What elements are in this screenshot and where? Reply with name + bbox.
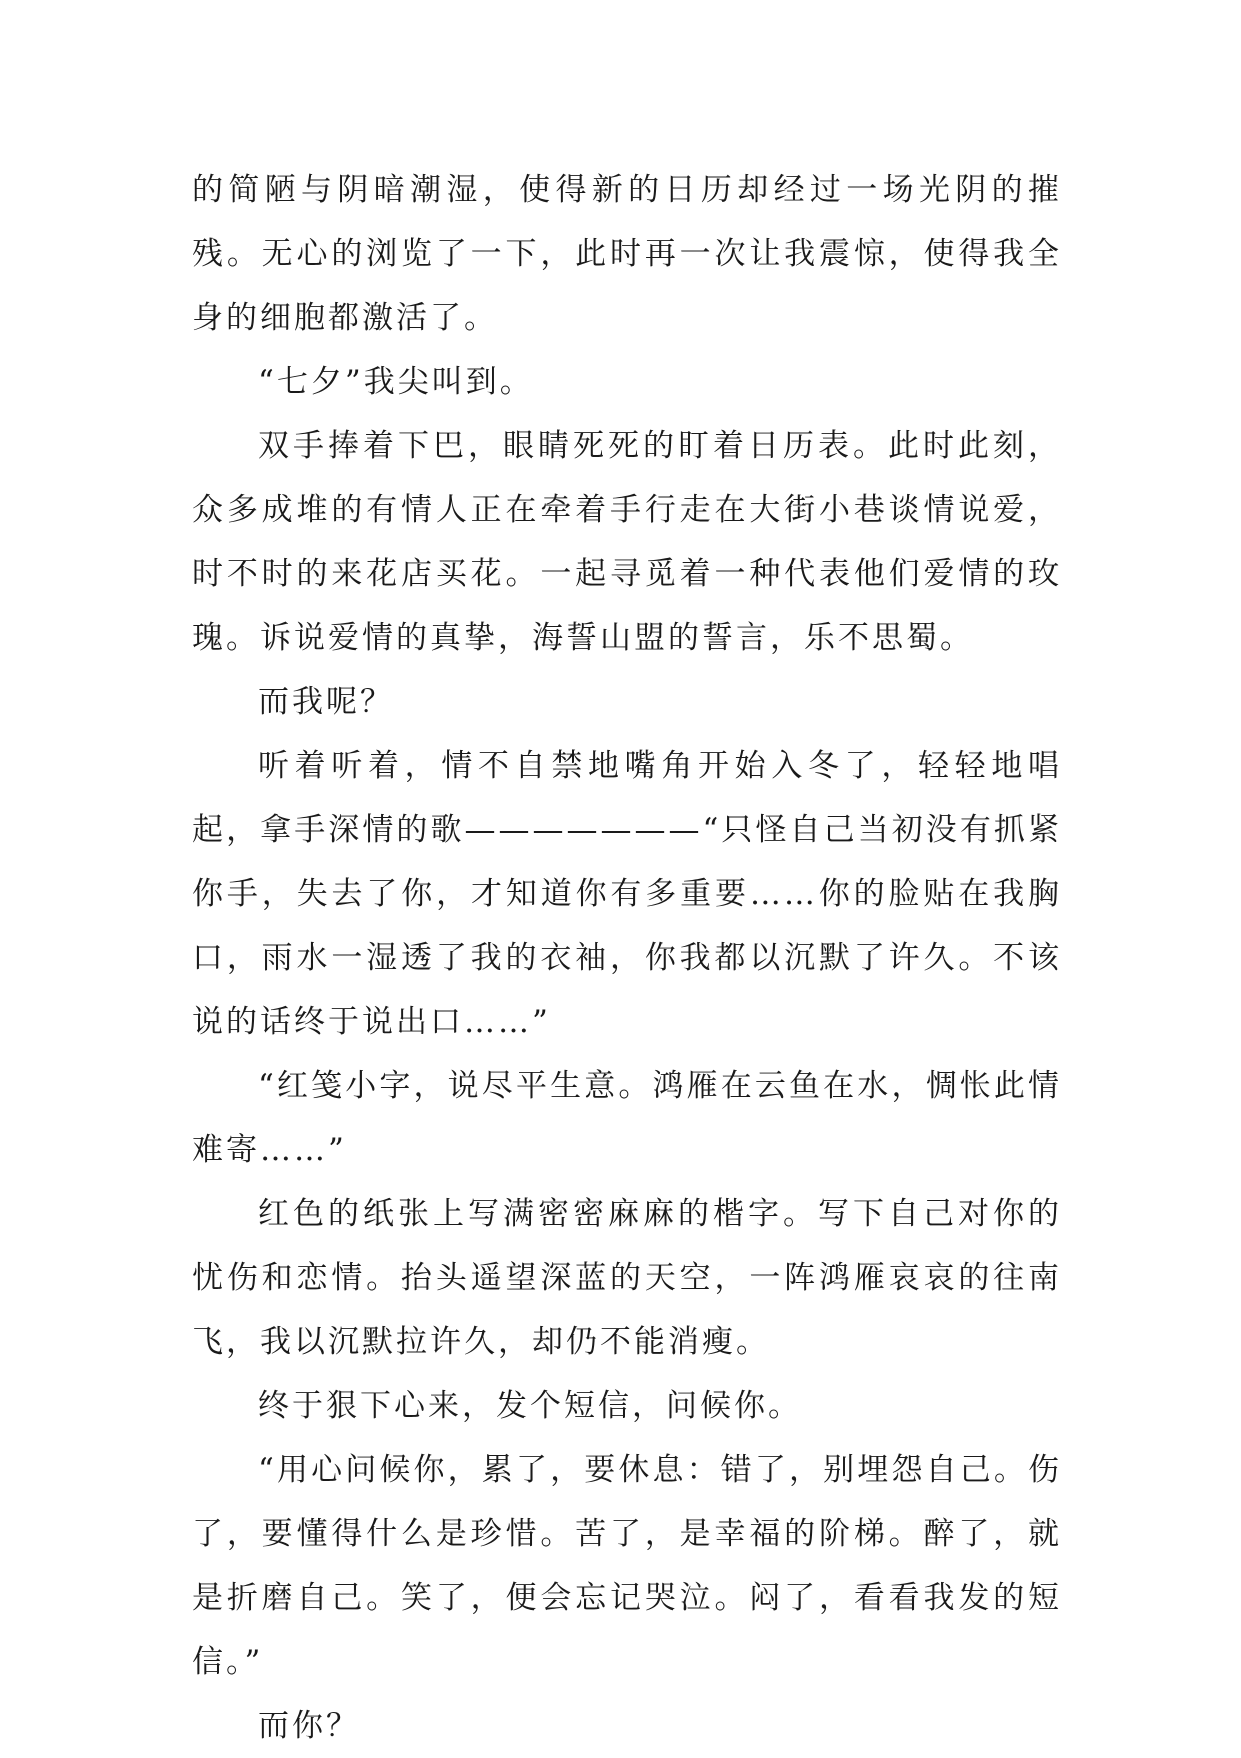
paragraph: 而你？ — [258, 1708, 360, 1744]
paragraph: “红笺小字，说尽平生意。鸿雁在云鱼在水，惆怅此情难寄……” — [192, 1068, 1062, 1168]
paragraph: 而我呢？ — [258, 684, 394, 720]
body-text — [192, 158, 1062, 1758]
paragraph: “用心问候你，累了，要休息：错了，别埋怨自己。伤了，要懂得什么是珍惜。苦了，是幸福的阶梯。醉了，就是折磨自己。笑了，便会忘记哭泣。闷了，看看我发的短信。” — [192, 1452, 1062, 1680]
paragraph: 听着听着，情不自禁地嘴角开始入冬了，轻轻地唱起，拿手深情的歌———————“只怪自己当初没有抓紧你手，失去了你，才知道你有多重要……你的脸贴在我胸口，雨水一湿透了我的衣袖，你我都以沉默了许久。不该说的话终于说出口……” — [192, 748, 1062, 1040]
paragraph: “七夕”我尖叫到。 — [258, 364, 534, 400]
paragraph: 终于狠下心来，发个短信，问候你。 — [258, 1388, 802, 1424]
paragraph: 红色的纸张上写满密密麻麻的楷字。写下自己对你的忧伤和恋情。抬头遥望深蓝的天空，一阵鸿雁哀哀的往南飞，我以沉默拉许久，却仍不能消瘦。 — [192, 1196, 1062, 1360]
paragraph: 双手捧着下巴，眼睛死死的盯着日历表。此时此刻，众多成堆的有情人正在牵着手行走在大街小巷谈情说爱，时不时的来花店买花。一起寻觅着一种代表他们爱情的玫瑰。诉说爱情的真挚，海誓山盟的誓言，乐不思蜀。 — [192, 428, 1062, 656]
paragraph: 的简陋与阴暗潮湿，使得新的日历却经过一场光阴的摧残。无心的浏览了一下，此时再一次让我震惊，使得我全身的细胞都激活了。 — [192, 172, 1062, 336]
